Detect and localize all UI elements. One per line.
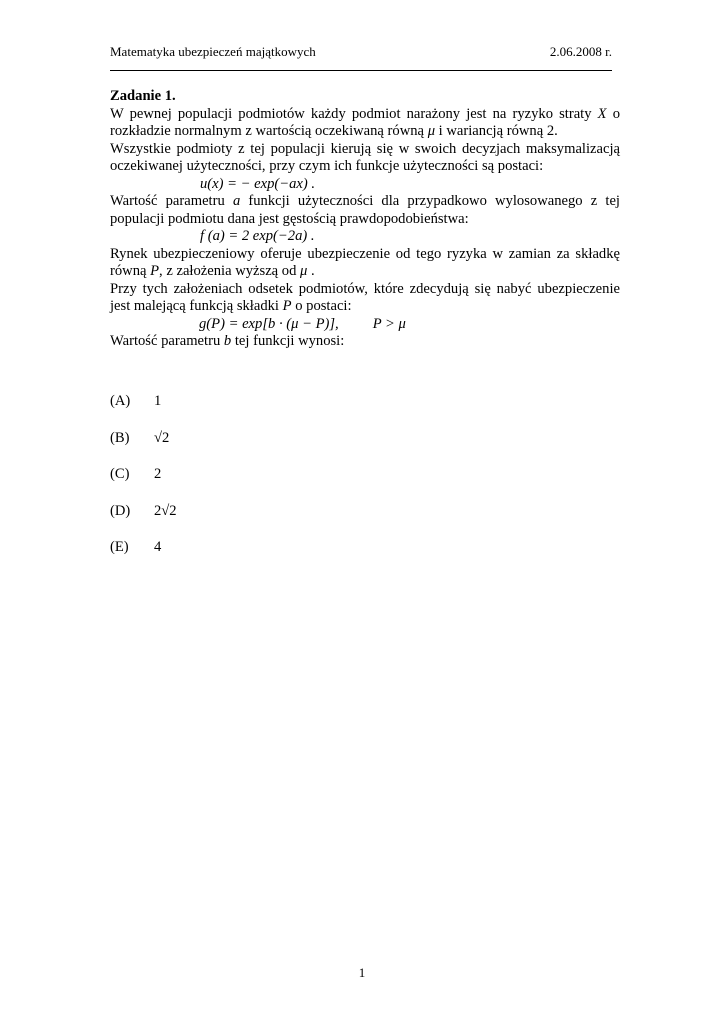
answer-label: (B) [110,429,130,446]
task-paragraph-3 [110,193,620,228]
task-text: o postaci: [291,298,352,314]
page-number: 1 [358,965,366,980]
demand-formula [110,316,620,334]
variable-b: b [223,333,232,349]
variable-p: P [150,263,160,279]
demand-formula-condition: P > μ [372,315,406,332]
header-course-title: Matematyka ubezpieczeń majątkowych [110,44,316,59]
answer-label: (A) [110,393,131,409]
task-content [110,88,620,351]
answer-label: (E) [110,539,129,555]
task-paragraph-2: Wszystkie podmioty z tej populacji kierują się w swoich decyzjach maksymalizacją oczekiwanej użyteczności, przy czym ich funkcje użyteczności są postaci: [110,140,620,174]
demand-formula-expression: g(P) = exp[b · (μ − P)], [199,315,339,332]
density-formula: f (a) = 2 exp(−2a) . [200,228,315,244]
variable-x: X [597,105,607,122]
task-text: Wartość parametru [110,333,224,349]
task-paragraph-1 [110,106,620,141]
symbol-mu: μ [427,123,436,139]
task-text: Rynek ubezpieczeniowy oferuje ubezpieczenie od tego ryzyka w zamian za składkę równą [110,245,620,279]
task-question [110,333,620,351]
task-paragraph-4 [110,246,620,281]
symbol-mu: μ [300,263,308,279]
task-text: o rozkładzie normalnym z wartością oczekiwaną równą [110,105,620,139]
utility-formula: u(x) = − exp(−ax) . [200,175,316,192]
header-date: 2.06.2008 r. [549,44,612,59]
answer-value: 2 [154,466,162,482]
task-text: Wartość parametru [110,193,233,209]
variable-a: a [232,193,241,209]
page-header [110,40,612,71]
task-text: . [307,263,315,279]
task-text: Przy tych założeniach odsetek podmiotów, które zdecydują się nabyć ubezpieczenie jest malejącą funkcją składki [110,280,620,314]
task-paragraph-5 [110,281,620,316]
answer-label: (D) [110,502,131,519]
task-title: Zadanie 1. [110,88,176,104]
answer-value: 4 [154,539,162,555]
task-text: i wariancją równą 2. [435,123,558,139]
variable-p: P [282,298,292,314]
task-text: , z założenia wyższą od [159,263,301,279]
answer-value: √2 [154,429,170,446]
answer-value: 1 [154,393,162,409]
task-text: funkcji użyteczności dla przypadkowo wylosowanego z tej populacji podmiotu dana jest gęstością prawdopodobieństwa: [110,193,620,227]
answer-label: (C) [110,466,130,482]
task-text: tej funkcji wynosi: [231,333,345,349]
task-text: W pewnej populacji podmiotów każdy podmiot narażony jest na ryzyko straty [110,105,598,122]
answer-value: 2√2 [154,502,177,519]
